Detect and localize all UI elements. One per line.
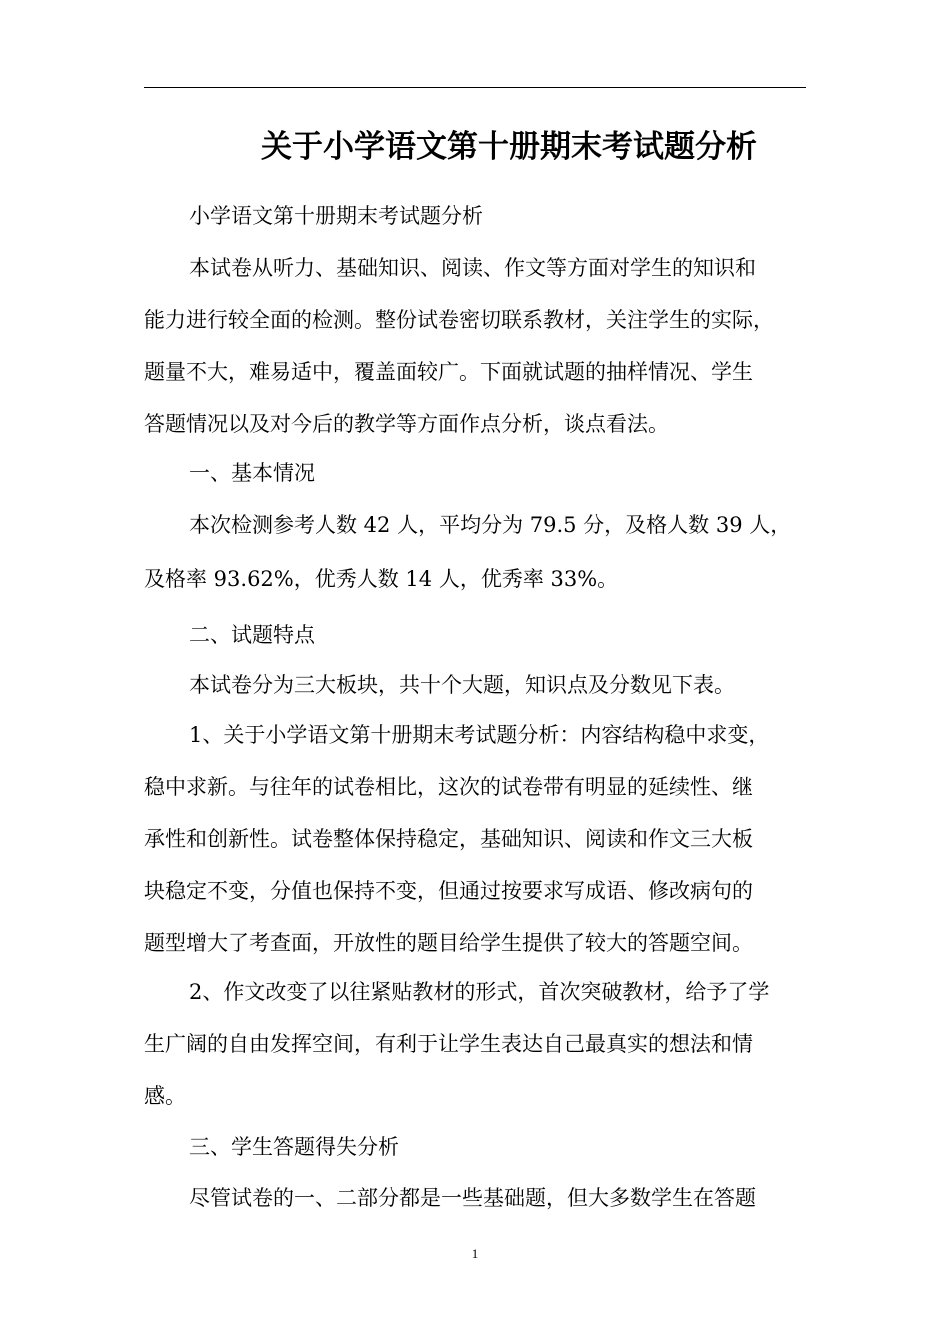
paragraph-line: 及格率 93.62%，优秀人数 14 人，优秀率 33%。 [144, 567, 619, 591]
paragraph-line: 1、关于小学语文第十册期末考试题分析：内容结构稳中求变， [189, 723, 770, 747]
section-heading: 二、试题特点 [189, 623, 315, 647]
section-heading: 一、基本情况 [189, 461, 315, 485]
paragraph-line: 2、作文改变了以往紧贴教材的形式，首次突破教材，给予了学 [189, 980, 770, 1004]
paragraph-subtitle [144, 190, 809, 242]
paragraph-line: 块稳定不变，分值也保持不变，但通过按要求写成语、修改病句的 [144, 879, 753, 903]
paragraph-statistics [144, 498, 809, 606]
paragraph-line: 稳中求新。与往年的试卷相比，这次的试卷带有明显的延续性、继 [144, 775, 753, 799]
section-heading-analysis [144, 1121, 809, 1173]
document-title: 关于小学语文第十册期末考试题分析 [261, 129, 757, 165]
paragraph-line: 题量不大，难易适中，覆盖面较广。下面就试题的抽样情况、学生 [144, 360, 753, 384]
paragraph-point-2 [144, 966, 809, 1122]
paragraph-line: 承性和创新性。试卷整体保持稳定，基础知识、阅读和作文三大板 [144, 827, 753, 851]
paragraph-line: 能力进行较全面的检测。整份试卷密切联系教材，关注学生的实际， [144, 308, 774, 332]
paragraph-line: 题型增大了考查面，开放性的题目给学生提供了较大的答题空间。 [144, 931, 753, 955]
paragraph-line: 本试卷从听力、基础知识、阅读、作文等方面对学生的知识和 [189, 256, 756, 280]
section-heading-features [144, 609, 809, 661]
paragraph-analysis [144, 1172, 809, 1224]
paragraph-line: 答题情况以及对今后的教学等方面作点分析，谈点看法。 [144, 412, 669, 436]
paragraph-point-1 [144, 709, 809, 969]
page-number: 1 [471, 1246, 479, 1261]
header-rule [144, 87, 806, 88]
section-heading-basic [144, 447, 809, 499]
paragraph-line: 本试卷分为三大板块，共十个大题，知识点及分数见下表。 [189, 673, 735, 697]
paragraph-line: 生广阔的自由发挥空间，有利于让学生表达自己最真实的想法和情 [144, 1032, 753, 1056]
paragraph-line: 感。 [144, 1084, 186, 1108]
paragraph-intro [144, 242, 809, 450]
section-heading: 三、学生答题得失分析 [189, 1135, 399, 1159]
paragraph-line: 本次检测参考人数 42 人，平均分为 79.5 分，及格人数 39 人， [189, 513, 792, 537]
paragraph-structure [144, 659, 809, 711]
paragraph-line: 小学语文第十册期末考试题分析 [189, 204, 483, 228]
paragraph-line: 尽管试卷的一、二部分都是一些基础题，但大多数学生在答题 [189, 1186, 756, 1210]
